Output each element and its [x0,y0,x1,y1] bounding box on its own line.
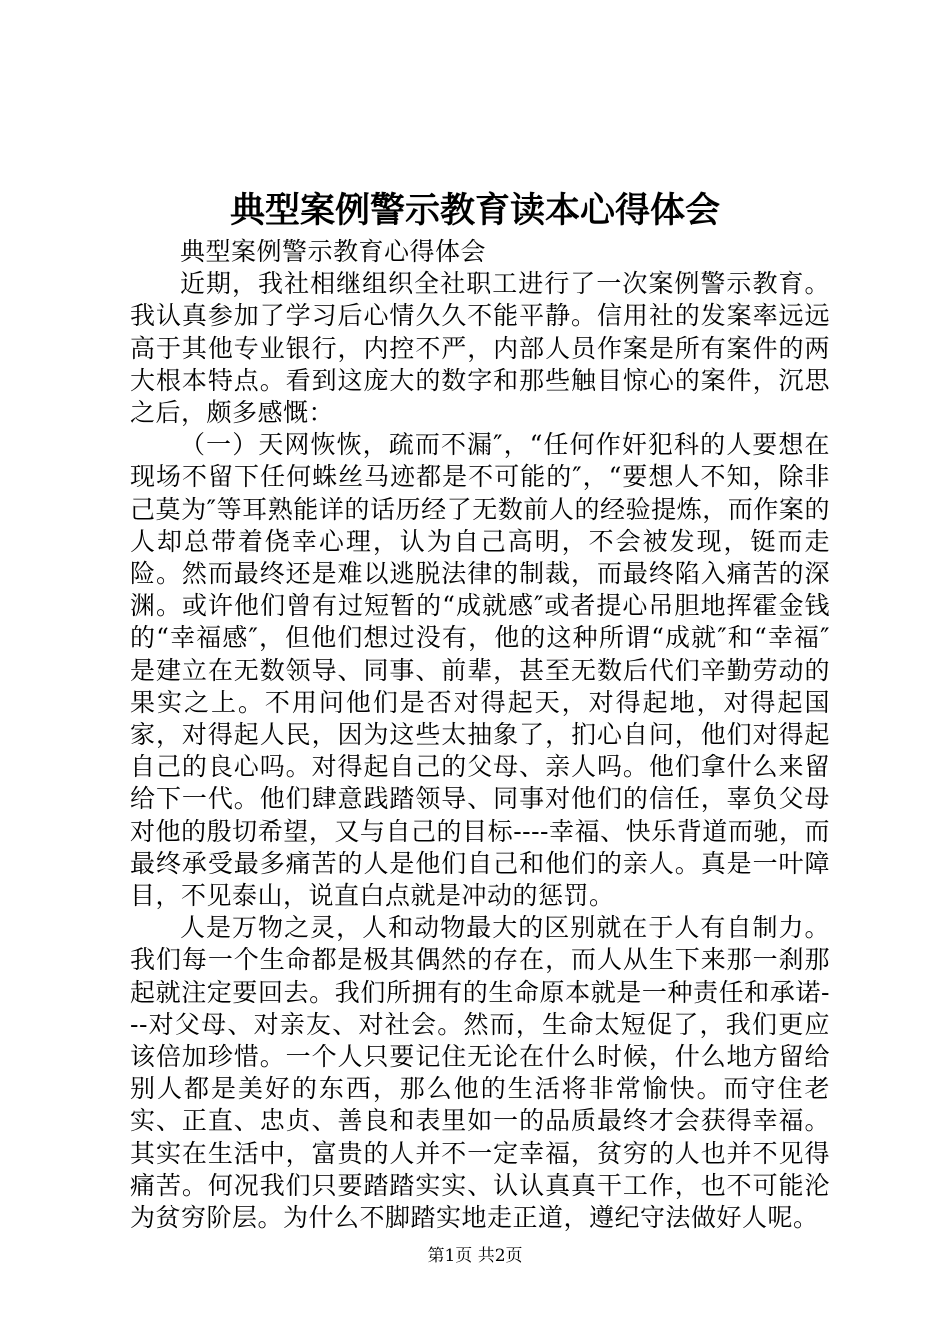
paragraph-intro: 近期，我社相继组织全社职工进行了一次案例警示教育。我认真参加了学习后心情久久不能平静。信用社的发案率远远高于其他专业银行，内控不严，内部人员作案是所有案件的两大根本特点。看到这庞大的数字和那些触目惊心的案件，沉思之后，颇多感慨： [130,269,830,428]
page-number-footer: 第1页 共2页 [427,1246,523,1266]
paragraph-self-control: 人是万物之灵，人和动物最大的区别就在于人有自制力。我们每一个生命都是极其偶然的存在，而人从生下来那一刹那起就注定要回去。我们所拥有的生命原本就是一种责任和承诺---对父母、对亲友、对社会。然而，生命太短促了，我们更应该倍加珍惜。一个人只要记住无论在什么时候，什么地方留给别人都是美好的东西，那么他的生活将非常愉快。而守住老实、正直、忠贞、善良和表里如一的品质最终才会获得幸福。其实在生活中，富贵的人并不一定幸福，贫穷的人也并不见得痛苦。何况我们只要踏踏实实、认认真真干工作，也不可能沦为贫穷阶层。为什么不脚踏实地走正道，遵纪守法做好人呢。 [130,913,830,1233]
document-body [130,236,830,1234]
document-title: 典型案例警示教育读本心得体会 [229,190,720,231]
paragraph-section-one: （一）天网恢恢，疏而不漏″，“任何作奸犯科的人要想在现场不留下任何蛛丝马迹都是不可能的″，“要想人不知，除非己莫为″等耳熟能详的话历经了无数前人的经验提炼，而作案的人却总带着侥幸心理，认为自己高明，不会被发现，铤而走险。然而最终还是难以逃脱法律的制裁，而最终陷入痛苦的深渊。或许他们曾有过短暂的“成就感″或者提心吊胆地挥霍金钱的“幸福感″，但他们想过没有，他的这种所谓“成就″和“幸福″是建立在无数领导、同事、前辈，甚至无数后代们辛勤劳动的果实之上。不用问他们是否对得起天，对得起地，对得起国家，对得起人民，因为这些太抽象了，扪心自问，他们对得起自己的良心吗。对得起自己的父母、亲人吗。他们拿什么来留给下一代。他们肆意践踏领导、同事对他们的信任，辜负父母对他的殷切希望，又与自己的目标----幸福、快乐背道而驰，而最终承受最多痛苦的人是他们自己和他们的亲人。真是一叶障目，不见泰山，说直白点就是冲动的惩罚。 [130,430,830,911]
document-subtitle: 典型案例警示教育心得体会 [180,237,487,266]
